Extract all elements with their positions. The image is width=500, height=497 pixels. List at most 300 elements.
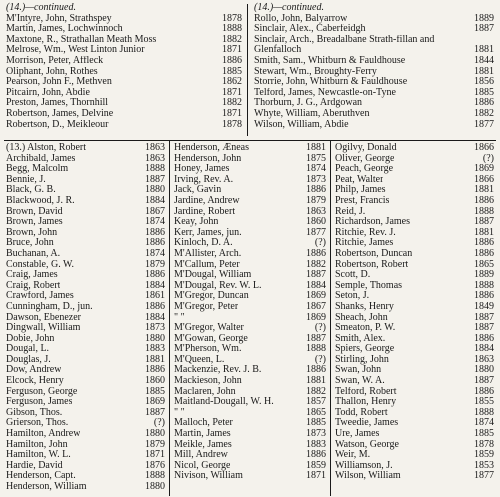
list-item bbox=[335, 249, 494, 260]
list-item bbox=[254, 67, 494, 78]
list-item bbox=[6, 270, 165, 281]
entry-name: Buchanan, A. bbox=[6, 248, 61, 259]
entry-year: 1881 bbox=[474, 44, 494, 56]
entry-name: M'Callum, Peter bbox=[174, 259, 240, 270]
list-item bbox=[6, 24, 242, 35]
entry-year: 1875 bbox=[306, 153, 326, 164]
entry-name: Weir, M. bbox=[335, 450, 371, 461]
list-item bbox=[335, 154, 494, 165]
entry-year: 1882 bbox=[306, 386, 326, 397]
list-item bbox=[6, 461, 165, 472]
list-item bbox=[6, 302, 165, 313]
entry-name: Craig, Robert bbox=[6, 280, 61, 291]
entry-year: 1874 bbox=[145, 248, 165, 259]
entry-year: 1849 bbox=[474, 301, 494, 312]
entry-name: Prest, Francis bbox=[335, 195, 390, 206]
list-item bbox=[6, 56, 242, 67]
entry-name: Jack, Gavin bbox=[174, 185, 222, 196]
entry-name: Maxtone, R., Strathallan Meath Moss bbox=[6, 34, 157, 45]
list-item bbox=[335, 397, 494, 408]
list-item bbox=[174, 323, 326, 334]
entry-year: 1887 bbox=[306, 270, 326, 281]
entry-name: Dobie, John bbox=[6, 333, 55, 344]
entry-year: 1886 bbox=[145, 238, 165, 249]
entry-year: 1886 bbox=[145, 301, 165, 312]
entry-name: (13.) Alston, Robert bbox=[6, 143, 86, 153]
entry-name: Robertson, James, Delvine bbox=[6, 108, 114, 119]
entry-name: Martin, James bbox=[174, 429, 231, 440]
entry-name: Scott, D. bbox=[335, 270, 371, 281]
list-item bbox=[335, 143, 494, 154]
entry-year: 1863 bbox=[474, 354, 494, 365]
entry-name: Thallon, Henry bbox=[335, 397, 397, 408]
entry-year: 1886 bbox=[306, 365, 326, 376]
entry-year: 1886 bbox=[222, 55, 242, 66]
list-item bbox=[6, 450, 165, 461]
entry-name: Grierson, Thos. bbox=[6, 418, 69, 429]
list-item bbox=[6, 313, 165, 324]
list-item bbox=[6, 98, 242, 109]
entry-name: Henderson, John bbox=[174, 153, 242, 164]
entry-year: 1860 bbox=[145, 376, 165, 387]
list-item bbox=[174, 196, 326, 207]
entry-name: Morrison, Peter, Affleck bbox=[6, 55, 104, 66]
list-item bbox=[174, 440, 326, 451]
entry-year: 1886 bbox=[306, 248, 326, 259]
entry-name: Begg, Malcolm bbox=[6, 164, 69, 175]
entry-name: Ure, James bbox=[335, 429, 380, 440]
entry-name: " " bbox=[174, 312, 185, 323]
entry-year: 1873 bbox=[306, 429, 326, 440]
list-item bbox=[6, 334, 165, 345]
entry-year: 1878 bbox=[474, 439, 494, 450]
entry-year: 1886 bbox=[474, 333, 494, 344]
entry-name: Sheach, John bbox=[335, 312, 388, 323]
section-header: (14.)—continued. bbox=[6, 2, 76, 13]
entry-year: 1867 bbox=[306, 301, 326, 312]
list-item bbox=[174, 397, 326, 408]
entry-name: M'Queen, L. bbox=[174, 354, 225, 365]
list-item bbox=[335, 429, 494, 440]
list-item bbox=[174, 238, 326, 249]
entry-name: Brown, David bbox=[6, 206, 63, 217]
list-item bbox=[254, 35, 494, 56]
entry-name: Robertson, Duncan bbox=[335, 248, 413, 259]
entry-name: Cunningham, D., jun. bbox=[6, 301, 93, 312]
entry-year: 1865 bbox=[474, 259, 494, 270]
entry-name: Whyte, William, Aberuthven bbox=[254, 108, 370, 119]
entry-year: 1886 bbox=[474, 291, 494, 302]
list-item bbox=[174, 461, 326, 472]
entry-year: 1873 bbox=[306, 174, 326, 185]
entry-year: 1869 bbox=[306, 312, 326, 323]
list-item bbox=[335, 376, 494, 387]
entry-year: 1856 bbox=[474, 77, 494, 88]
entry-name: Stirling, John bbox=[335, 354, 389, 365]
entry-year: 1888 bbox=[145, 164, 165, 175]
list-item bbox=[174, 387, 326, 398]
entry-year: 1879 bbox=[145, 439, 165, 450]
entry-year: 1876 bbox=[145, 460, 165, 471]
entry-name: M'Gowan, George bbox=[174, 333, 248, 344]
list-item bbox=[335, 344, 494, 355]
entry-name: Bruce, John bbox=[6, 238, 54, 249]
entry-year: 1887 bbox=[474, 323, 494, 334]
entry-year: 1860 bbox=[306, 217, 326, 228]
entry-name: Storrie, John, Whitburn & Fauldhouse bbox=[254, 77, 408, 88]
entry-name: Pearson, John F., Methven bbox=[6, 77, 112, 88]
entry-year: 1885 bbox=[474, 87, 494, 98]
entry-name: M'Intyre, John, Strathspey bbox=[6, 13, 112, 24]
entry-name: Pitcairn, John, Abdie bbox=[6, 87, 90, 98]
list-item bbox=[174, 376, 326, 387]
entry-name: Shanks, Henry bbox=[335, 301, 394, 312]
entry-year: 1884 bbox=[306, 280, 326, 291]
entry-year: 1886 bbox=[145, 227, 165, 238]
list-item bbox=[335, 323, 494, 334]
entry-year: 1871 bbox=[222, 45, 242, 56]
list-item bbox=[335, 260, 494, 271]
entry-name: Hamilton, John bbox=[6, 439, 68, 450]
entry-name: Henderson, William bbox=[6, 482, 87, 492]
entry-year: 1877 bbox=[474, 471, 494, 482]
entry-year: 1886 bbox=[474, 248, 494, 259]
entry-name: Brown, James bbox=[6, 217, 63, 228]
entry-year: 1885 bbox=[474, 429, 494, 440]
entry-name: Thorburn, J. G., Ardgowan bbox=[254, 98, 363, 109]
entry-name: Jardine, Robert bbox=[174, 206, 236, 217]
list-item bbox=[254, 56, 494, 67]
entry-year: 1881 bbox=[474, 227, 494, 238]
entry-year: 1888 bbox=[222, 24, 242, 35]
list-item bbox=[335, 270, 494, 281]
entry-name: Telford, James, Newcastle-on-Tyne bbox=[254, 87, 396, 98]
list-item bbox=[6, 217, 165, 228]
entry-name: Robertson, D., Meikleour bbox=[6, 119, 109, 130]
entry-name: Wilson, William, Abdie bbox=[254, 119, 349, 130]
entry-name: Williamson, J. bbox=[335, 460, 393, 471]
entry-year: 1844 bbox=[474, 55, 494, 66]
entry-year: 1887 bbox=[474, 312, 494, 323]
list-item bbox=[6, 365, 165, 376]
list-item bbox=[335, 418, 494, 429]
list-item bbox=[174, 154, 326, 165]
entry-name: Ferguson, James bbox=[6, 397, 73, 408]
entry-name: Irving, Rev. A. bbox=[174, 174, 234, 185]
entry-name: Oliphant, John, Rothes bbox=[6, 66, 98, 77]
list-item bbox=[174, 471, 326, 482]
list-item bbox=[6, 35, 242, 46]
entry-year: 1884 bbox=[145, 312, 165, 323]
list-item bbox=[6, 482, 165, 493]
entry-year: 1888 bbox=[474, 407, 494, 418]
entry-year: 1883 bbox=[306, 439, 326, 450]
entry-list bbox=[254, 14, 494, 131]
column-3 bbox=[335, 143, 494, 482]
list-item bbox=[254, 109, 494, 120]
entry-year: 1880 bbox=[145, 429, 165, 440]
entry-name: Constable, G. W. bbox=[6, 259, 75, 270]
entry-name: Malloch, Peter bbox=[174, 418, 233, 429]
list-item bbox=[6, 387, 165, 398]
entry-name: Henderson, Æneas bbox=[174, 143, 249, 153]
list-item bbox=[6, 344, 165, 355]
list-item bbox=[335, 281, 494, 292]
list-item bbox=[6, 238, 165, 249]
list-item bbox=[6, 88, 242, 99]
entry-name: Mill, Andrew bbox=[174, 450, 228, 461]
list-item bbox=[174, 334, 326, 345]
entry-name: Elcock, Henry bbox=[6, 376, 64, 387]
entry-name: Peach, George bbox=[335, 164, 394, 175]
entry-name: Nicol, George bbox=[174, 460, 231, 471]
entry-year: 1877 bbox=[474, 119, 494, 130]
entry-year: 1887 bbox=[145, 174, 165, 185]
list-item bbox=[335, 228, 494, 239]
list-item bbox=[174, 450, 326, 461]
list-item bbox=[335, 387, 494, 398]
list-item bbox=[6, 249, 165, 260]
entry-year: 1888 bbox=[145, 471, 165, 482]
list-item bbox=[6, 440, 165, 451]
entry-list bbox=[6, 14, 242, 131]
entry-name: Philp, James bbox=[335, 185, 386, 196]
list-item bbox=[6, 207, 165, 218]
list-item bbox=[174, 185, 326, 196]
entry-year: 1882 bbox=[474, 108, 494, 119]
list-item bbox=[6, 175, 165, 186]
entry-name: Crawford, James bbox=[6, 291, 74, 302]
entry-year: 1863 bbox=[145, 143, 165, 153]
list-item bbox=[6, 355, 165, 366]
entry-year: 1879 bbox=[145, 259, 165, 270]
entry-year: 1853 bbox=[474, 460, 494, 471]
entry-name: Telford, Robert bbox=[335, 386, 397, 397]
entry-year: 1885 bbox=[222, 66, 242, 77]
entry-year: 1873 bbox=[145, 323, 165, 334]
entry-name: Blackwood, J. R. bbox=[6, 195, 75, 206]
entry-list bbox=[174, 143, 326, 482]
entry-name: Archibald, James bbox=[6, 153, 76, 164]
entry-year: 1877 bbox=[306, 227, 326, 238]
entry-name: Mackenzie, Rev. J. B. bbox=[174, 365, 262, 376]
list-item bbox=[335, 313, 494, 324]
entry-year: 1879 bbox=[306, 195, 326, 206]
entry-name: Honey, James bbox=[174, 164, 230, 175]
list-item bbox=[6, 45, 242, 56]
entry-name: Bennie, J. bbox=[6, 174, 46, 185]
list-item bbox=[6, 281, 165, 292]
entry-name: Reid, J. bbox=[335, 206, 366, 217]
entry-name: Smith, Sam., Whitburn & Fauldhouse bbox=[254, 55, 406, 66]
list-item bbox=[6, 429, 165, 440]
list-item bbox=[335, 334, 494, 345]
entry-year: 1871 bbox=[222, 87, 242, 98]
list-item bbox=[6, 164, 165, 175]
entry-name: " " bbox=[174, 407, 185, 418]
entry-year: (?) bbox=[482, 153, 494, 164]
list-item bbox=[6, 260, 165, 271]
entry-year: 1867 bbox=[145, 206, 165, 217]
entry-year: 1874 bbox=[306, 164, 326, 175]
list-item bbox=[6, 67, 242, 78]
list-item bbox=[254, 98, 494, 109]
list-item bbox=[174, 260, 326, 271]
entry-name: M'Gregor, Peter bbox=[174, 301, 239, 312]
entry-name: Henderson, Capt. bbox=[6, 471, 76, 482]
list-item bbox=[174, 270, 326, 281]
list-item bbox=[6, 185, 165, 196]
list-item bbox=[174, 217, 326, 228]
entry-year: 1884 bbox=[145, 280, 165, 291]
entry-year: 1880 bbox=[474, 365, 494, 376]
entry-name: Rollo, John, Balyarrow bbox=[254, 13, 348, 24]
entry-name: Seton, J. bbox=[335, 291, 370, 302]
entry-year: (?) bbox=[314, 354, 326, 365]
entry-year: 1880 bbox=[145, 333, 165, 344]
list-item bbox=[6, 397, 165, 408]
list-item bbox=[6, 291, 165, 302]
entry-name: Melrose, Wm., West Linton Junior bbox=[6, 45, 145, 56]
entry-name: Jardine, Andrew bbox=[174, 195, 240, 206]
list-item bbox=[6, 408, 165, 419]
entry-year: 1887 bbox=[474, 376, 494, 387]
list-item bbox=[335, 175, 494, 186]
entry-year: 1862 bbox=[222, 77, 242, 88]
entry-name: Black, G. B. bbox=[6, 185, 56, 196]
entry-year: 1874 bbox=[145, 217, 165, 228]
entry-year: 1887 bbox=[145, 407, 165, 418]
entry-name: M'Gregor, Walter bbox=[174, 323, 244, 334]
list-item bbox=[335, 461, 494, 472]
list-item bbox=[174, 302, 326, 313]
entry-year: 1886 bbox=[474, 98, 494, 109]
entry-year: 1881 bbox=[145, 354, 165, 365]
entry-year: 1882 bbox=[222, 98, 242, 109]
entry-year: 1886 bbox=[145, 365, 165, 376]
entry-name: Douglas, J. bbox=[6, 354, 51, 365]
entry-name: Kinloch, D. A. bbox=[174, 238, 233, 249]
entry-name: Dow, Andrew bbox=[6, 365, 62, 376]
entry-name: Todd, Robert bbox=[335, 407, 388, 418]
list-item bbox=[174, 418, 326, 429]
entry-year: 1885 bbox=[306, 418, 326, 429]
entry-year: 1869 bbox=[145, 397, 165, 408]
list-item bbox=[6, 323, 165, 334]
entry-year: 1881 bbox=[306, 376, 326, 387]
entry-name: M'Dougal, William bbox=[174, 270, 252, 281]
entry-year: 1886 bbox=[474, 238, 494, 249]
entry-name: Craig, James bbox=[6, 270, 58, 281]
list-item bbox=[174, 164, 326, 175]
entry-name: Semple, Thomas bbox=[335, 280, 403, 291]
entry-name: Dougal, L. bbox=[6, 344, 50, 355]
entry-year: 1859 bbox=[306, 460, 326, 471]
entry-name: Smith, Alex. bbox=[335, 333, 386, 344]
entry-year: 1869 bbox=[306, 291, 326, 302]
entry-year: 1883 bbox=[145, 344, 165, 355]
entry-name: Kerr, James, jun. bbox=[174, 227, 242, 238]
entry-name: Mackieson, John bbox=[174, 376, 242, 387]
entry-name: Swan, John bbox=[335, 365, 382, 376]
entry-name: Hamilton, Andrew bbox=[6, 429, 81, 440]
entry-name: M'Gregor, Duncan bbox=[174, 291, 249, 302]
entry-name: M'Dougal, Rev. W. L. bbox=[174, 280, 262, 291]
entry-name: Meikle, James bbox=[174, 439, 232, 450]
list-item bbox=[174, 291, 326, 302]
list-item bbox=[335, 302, 494, 313]
list-item bbox=[335, 408, 494, 419]
entry-year: 1878 bbox=[222, 119, 242, 130]
list-item bbox=[335, 164, 494, 175]
entry-year: 1863 bbox=[306, 206, 326, 217]
entry-name: Ritchie, James bbox=[335, 238, 394, 249]
list-item bbox=[6, 154, 165, 165]
list-item bbox=[335, 185, 494, 196]
list-item bbox=[335, 291, 494, 302]
entry-year: 1882 bbox=[306, 259, 326, 270]
entry-year: 1865 bbox=[306, 407, 326, 418]
list-item bbox=[174, 228, 326, 239]
list-item bbox=[6, 109, 242, 120]
entry-year: 1884 bbox=[474, 344, 494, 355]
entry-year: 1866 bbox=[474, 143, 494, 153]
entry-name: Hardie, David bbox=[6, 460, 63, 471]
list-item bbox=[254, 88, 494, 99]
list-item bbox=[6, 77, 242, 88]
entry-year: (?) bbox=[153, 418, 165, 429]
entry-name: Watson, George bbox=[335, 439, 399, 450]
list-item bbox=[174, 408, 326, 419]
entry-year: 1881 bbox=[474, 185, 494, 196]
entry-year: 1857 bbox=[306, 397, 326, 408]
list-item bbox=[254, 14, 494, 25]
column-2 bbox=[174, 143, 326, 482]
entry-year: 1855 bbox=[474, 397, 494, 408]
entry-year: 1880 bbox=[145, 482, 165, 492]
list-item bbox=[6, 120, 242, 131]
entry-year: 1887 bbox=[474, 217, 494, 228]
list-item bbox=[335, 238, 494, 249]
section-rule bbox=[4, 140, 496, 141]
list-item bbox=[174, 429, 326, 440]
entry-name: Dawson, Ebenezer bbox=[6, 312, 81, 323]
entry-name: Robertson, Robert bbox=[335, 259, 409, 270]
entry-year: 1887 bbox=[306, 333, 326, 344]
entry-name: Ritchie, Rev. J. bbox=[335, 227, 396, 238]
entry-year: 1887 bbox=[474, 24, 494, 35]
list-item bbox=[254, 77, 494, 88]
entry-year: 1885 bbox=[145, 386, 165, 397]
entry-name: Hamilton, W. L. bbox=[6, 450, 71, 461]
entry-year: 1889 bbox=[474, 270, 494, 281]
list-item bbox=[335, 450, 494, 461]
list-item bbox=[6, 143, 165, 154]
entry-name: Peat, Walter bbox=[335, 174, 384, 185]
list-item bbox=[174, 344, 326, 355]
entry-year: 1878 bbox=[222, 13, 242, 24]
entry-name: Smeaton, P. W. bbox=[335, 323, 396, 334]
entry-name: Sinclair, Alex., Caberfeidgh bbox=[254, 24, 366, 35]
entry-year: 1888 bbox=[474, 206, 494, 217]
list-item bbox=[174, 175, 326, 186]
list-item bbox=[174, 143, 326, 154]
list-item bbox=[335, 440, 494, 451]
list-item bbox=[335, 207, 494, 218]
list-item bbox=[6, 14, 242, 25]
list-item bbox=[6, 471, 165, 482]
entry-year: 1886 bbox=[306, 185, 326, 196]
